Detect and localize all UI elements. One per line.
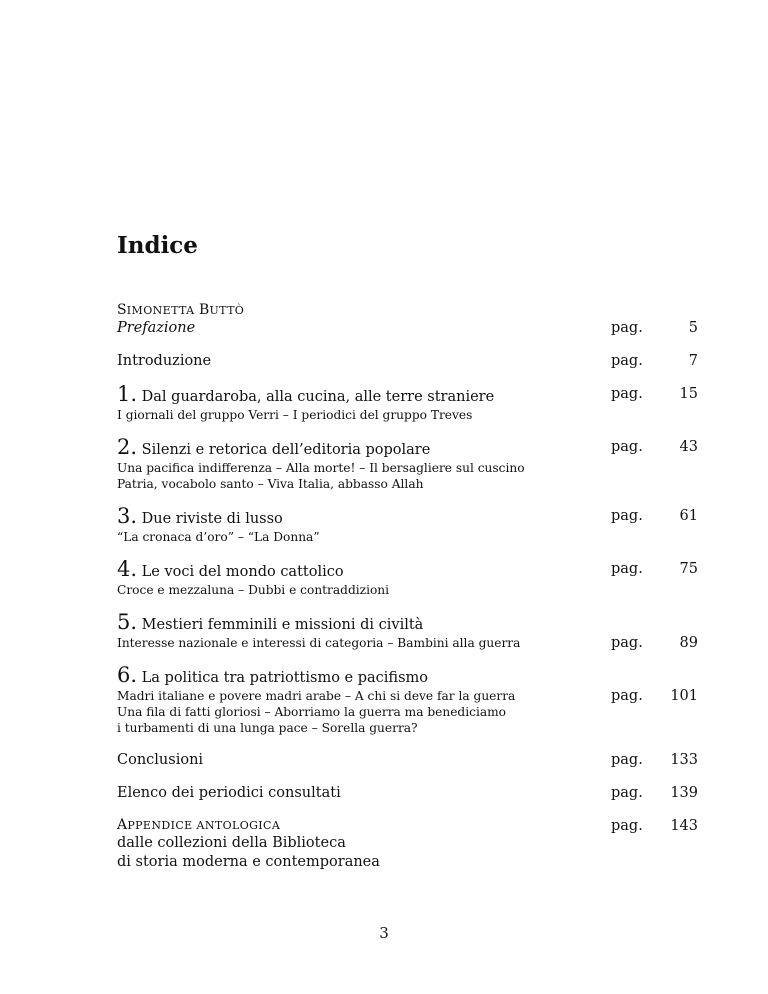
chapter-title: Le voci del mondo cattolico bbox=[141, 564, 344, 580]
conclusions-page-ref: pag. 133 bbox=[611, 752, 698, 768]
chapter-page-ref bbox=[611, 560, 698, 579]
chapter-subsections: Una pacifica indifferenza – Alla morte! – Il bersagliere sul cuscino bbox=[117, 461, 525, 475]
toc-entry-chapter bbox=[117, 663, 698, 736]
page-label: pag. bbox=[611, 561, 643, 577]
chapter-page-ref bbox=[611, 634, 698, 653]
appendix-label: APPENDICE ANTOLOGICA bbox=[117, 817, 281, 833]
preface-page-ref: pag. 5 bbox=[611, 320, 698, 336]
toc-entry-introduction bbox=[117, 352, 698, 371]
chapter-subsections: i turbamenti di una lunga pace – Sorella guerra? bbox=[117, 721, 418, 735]
chapter-title: Dal guardaroba, alla cucina, alle terre straniere bbox=[141, 389, 495, 405]
toc-entry-chapter bbox=[117, 435, 698, 492]
appendix-page-ref: pag. 143 bbox=[611, 818, 698, 834]
chapter-title: Due riviste di lusso bbox=[141, 511, 283, 527]
toc-entry-preface bbox=[117, 302, 698, 338]
page-number-footer: 3 bbox=[379, 924, 389, 942]
appendix-line: dalle collezioni della Biblioteca bbox=[117, 835, 346, 851]
chapter-heading bbox=[117, 557, 647, 582]
preface-author: SIMONETTA BUTTÒ bbox=[117, 302, 245, 318]
chapter-heading bbox=[117, 435, 647, 460]
toc-entry-periodicals bbox=[117, 784, 698, 803]
toc-entry-chapter bbox=[117, 382, 698, 423]
chapter-title: Mestieri femminili e missioni di civiltà bbox=[141, 617, 424, 633]
page-label: pag. bbox=[611, 635, 643, 651]
chapter-page-number: 61 bbox=[679, 508, 698, 524]
chapter-page-ref bbox=[611, 687, 698, 706]
toc-entry-chapter bbox=[117, 504, 698, 545]
chapter-subsections: Patria, vocabolo santo – Viva Italia, abbasso Allah bbox=[117, 477, 424, 491]
page-label: pag. bbox=[611, 386, 643, 402]
chapter-number: 5. bbox=[117, 610, 138, 634]
toc-entry-conclusions bbox=[117, 751, 698, 770]
chapter-title: La politica tra patriottismo e pacifismo bbox=[141, 670, 429, 686]
chapter-number: 6. bbox=[117, 663, 138, 687]
chapter-subsections: “La cronaca d’oro” – “La Donna” bbox=[117, 530, 320, 544]
introduction-title: Introduzione bbox=[117, 353, 212, 369]
chapter-number: 2. bbox=[117, 435, 138, 459]
chapter-page-number: 43 bbox=[679, 439, 698, 455]
chapter-number: 4. bbox=[117, 557, 138, 581]
chapter-page-number: 15 bbox=[679, 386, 698, 402]
page-label: pag. bbox=[611, 439, 643, 455]
chapter-number: 3. bbox=[117, 504, 138, 528]
conclusions-page-number: 133 bbox=[670, 752, 698, 768]
chapter-subsections: Croce e mezzaluna – Dubbi e contraddizioni bbox=[117, 583, 390, 597]
chapter-list bbox=[117, 382, 698, 736]
chapter-heading bbox=[117, 382, 647, 407]
chapter-number: 1. bbox=[117, 382, 138, 406]
toc-entry-appendix bbox=[117, 817, 698, 872]
page-label: pag. bbox=[611, 688, 643, 704]
introduction-page-ref: pag. 7 bbox=[611, 353, 698, 369]
chapter-page-ref bbox=[611, 438, 698, 457]
preface-title: Prefazione bbox=[117, 320, 196, 336]
chapter-page-number: 101 bbox=[670, 688, 698, 704]
chapter-subsections: Interesse nazionale e interessi di categoria – Bambini alla guerra bbox=[117, 636, 521, 650]
preface-page-number: 5 bbox=[688, 320, 698, 336]
appendix-page-number: 143 bbox=[670, 818, 698, 834]
periodicals-page-number: 139 bbox=[670, 785, 698, 801]
chapter-page-number: 75 bbox=[679, 561, 698, 577]
chapter-heading bbox=[117, 610, 647, 635]
periodicals-title: Elenco dei periodici consultati bbox=[117, 785, 341, 801]
toc-entry-chapter bbox=[117, 557, 698, 598]
chapter-page-ref bbox=[611, 507, 698, 526]
chapter-page-number: 89 bbox=[679, 635, 698, 651]
table-of-contents bbox=[117, 302, 698, 886]
chapter-heading bbox=[117, 504, 647, 529]
introduction-page-number: 7 bbox=[688, 353, 698, 369]
periodicals-page-ref: pag. 139 bbox=[611, 785, 698, 801]
chapter-subsections: Madri italiane e povere madri arabe – A chi si deve far la guerra bbox=[117, 689, 516, 703]
conclusions-title: Conclusioni bbox=[117, 752, 204, 768]
chapter-subsections: Una fila di fatti gloriosi – Aborriamo la guerra ma benediciamo bbox=[117, 705, 507, 719]
page-label: pag. bbox=[611, 508, 643, 524]
chapter-subsections: I giornali del gruppo Verri – I periodici del gruppo Treves bbox=[117, 408, 473, 422]
toc-entry-chapter bbox=[117, 610, 698, 651]
chapter-title: Silenzi e retorica dell’editoria popolare bbox=[141, 442, 431, 458]
chapter-heading bbox=[117, 663, 647, 688]
page-title: Indice bbox=[117, 232, 198, 259]
appendix-line: di storia moderna e contemporanea bbox=[117, 854, 380, 870]
chapter-page-ref bbox=[611, 385, 698, 404]
